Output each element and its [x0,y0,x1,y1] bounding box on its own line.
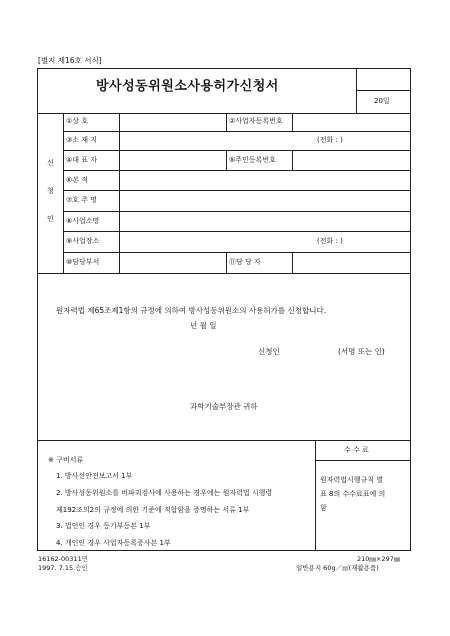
footer-code: 16162-00311민 [38,555,88,563]
fee-line-3: 함 [320,504,327,512]
declaration-signature: (서명 또는 인) [338,347,385,356]
field-business-reg-no: ②사업자등록번호 [229,117,283,125]
document-item-3: 3. 법인인 경우 등기부등본 1부 [56,522,151,530]
fee-header: 수 수 료 [344,446,369,454]
document-item-1: 1. 방사선안전보고서 1부 [56,472,133,480]
fee-line-1: 원자력법시행규칙 별 [320,476,384,484]
declaration-recipient: 과학기술부장관 귀하 [190,402,258,411]
form-number: [별지 제16호 서식] [38,56,102,65]
field-domicile: ⑥본 적 [66,176,89,184]
document-item-4: 4. 개인인 경우 사업자등록증사본 1부 [56,539,171,547]
field-office-name: ⑧사업소명 [66,217,100,225]
phone-label-office: (전화 : ) [317,237,343,245]
declaration-date: 년 월 일 [190,321,217,330]
field-resident-reg-no: ⑤주민등록번호 [229,156,276,164]
applicant-label-1: 신 [47,159,54,167]
declaration-applicant: 신청인 [258,347,280,356]
phone-label-address: (전화 : ) [317,136,343,144]
field-permanent-domicile: ⑦호 주 명 [66,196,98,204]
form-title: 방사성동위원소사용허가신청서 [96,79,279,94]
document-item-2-cont: 제192조의2의 규정에 의한 기준에 적합함을 증명하는 서류 1부 [56,506,250,514]
documents-header: ※ 구비서류 [48,456,84,464]
declaration-statement: 원자력법 제65조제1항의 규정에 의하여 방사성동위원소의 사용허가를 신청합니다. [56,306,327,315]
fee-line-2: 표 8의 수수료표에 의 [320,490,386,498]
document-item-2: 2. 방사성동위원소를 비파괴검사에 사용하는 경우에는 원자력법 시행령 [56,489,273,497]
footer-approval: 1997. 7.15.승인 [38,564,88,572]
footer-paper: 일반용지 60g／㎡(재활용품) [296,564,379,572]
field-office-location: ⑨사업장소 [66,237,100,245]
field-person-in-charge: ⑪담 당 자 [229,258,261,266]
field-department: ⑩담당부서 [66,258,100,266]
processing-period: 20일 [374,97,390,105]
field-address: ③소 재 지 [66,136,98,144]
applicant-label-2: 청 [47,187,54,195]
footer-size: 210㎜×297㎜ [357,555,401,563]
field-representative: ④대 표 자 [66,156,98,164]
applicant-label-3: 인 [47,215,54,223]
field-trade-name: ①상 호 [66,117,89,125]
